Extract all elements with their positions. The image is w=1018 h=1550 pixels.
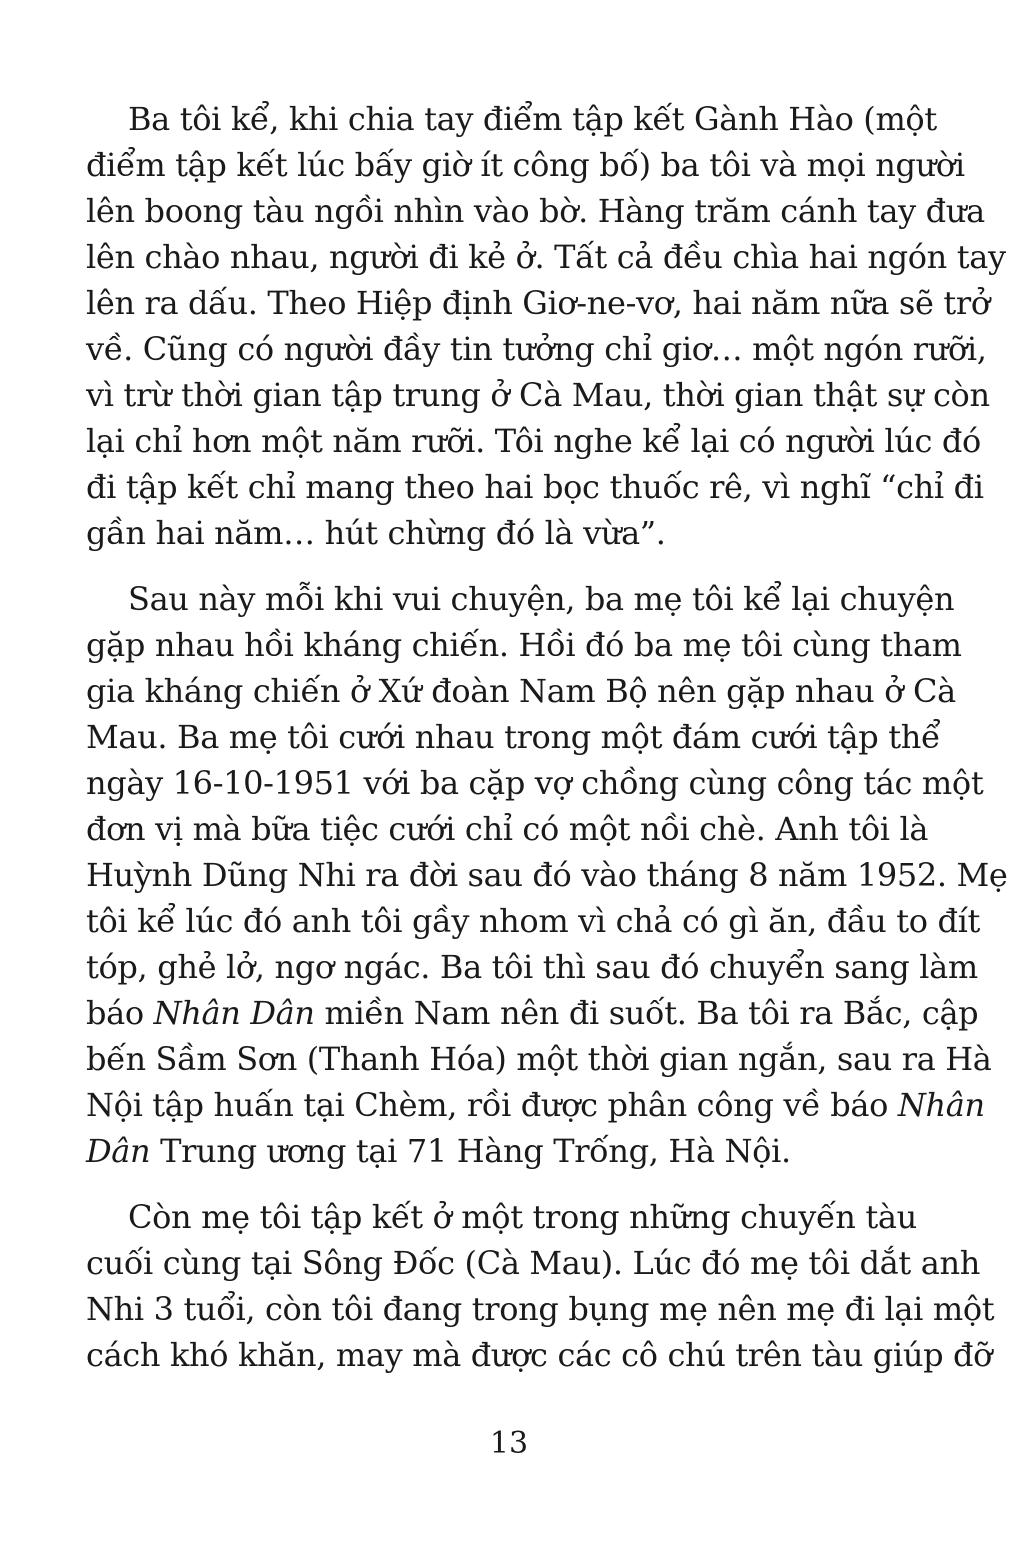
text-line: [86, 1332, 993, 1378]
text-run: Ba tôi kể, khi chia tay điểm tập kết Gành Hào (một: [128, 100, 937, 138]
text-line: [86, 1128, 908, 1174]
text-line: [86, 1082, 985, 1128]
text-run: lại chỉ hơn một năm rưỡi. Tôi nghe kể lại có người lúc đó: [86, 422, 981, 460]
text-line: [86, 418, 981, 464]
text-run: gặp nhau hồi kháng chiến. Hồi đó ba mẹ tôi cùng tham: [86, 626, 962, 664]
text-line: [86, 852, 1008, 898]
text-line: [86, 714, 941, 760]
text-line: [86, 806, 929, 852]
text-line: [86, 576, 955, 622]
text-run: lên chào nhau, người đi kẻ ở. Tất cả đều chìa hai ngón tay: [86, 238, 1006, 276]
text-line: [86, 188, 985, 234]
text-run: tôi kể lúc đó anh tôi gầy nhom vì chả có gì ăn, đầu to đít: [86, 902, 980, 940]
text-run: đi tập kết chỉ mang theo hai bọc thuốc rê, vì nghĩ “chỉ đi: [86, 468, 984, 506]
text-line: [86, 326, 987, 372]
text-line: [86, 622, 962, 668]
page-number: 13: [489, 1426, 529, 1461]
italic-text: Nhân: [897, 1086, 985, 1124]
text-line: [86, 944, 978, 990]
text-line: [86, 1240, 980, 1286]
text-run: gần hai năm… hút chừng đó là vừa”.: [86, 514, 666, 552]
text-line: [86, 510, 908, 556]
text-run: vì trừ thời gian tập trung ở Cà Mau, thời gian thật sự còn: [86, 376, 990, 414]
text-line: [86, 96, 937, 142]
italic-text: Dân: [86, 1132, 151, 1170]
text-run: điểm tập kết lúc bấy giờ ít công bố) ba tôi và mọi người: [86, 146, 965, 184]
text-run: báo: [86, 994, 154, 1032]
text-run: gia kháng chiến ở Xứ đoàn Nam Bộ nên gặp nhau ở Cà: [86, 672, 956, 710]
text-run: ngày 16-10-1951 với ba cặp vợ chồng cùng công tác một: [86, 764, 984, 802]
text-line: [86, 234, 1006, 280]
book-page: [86, 96, 1008, 1398]
body-text: [86, 96, 1008, 1378]
text-line: [86, 1036, 992, 1082]
text-run: bến Sầm Sơn (Thanh Hóa) một thời gian ngắn, sau ra Hà: [86, 1040, 992, 1078]
text-run: cuối cùng tại Sông Đốc (Cà Mau). Lúc đó mẹ tôi dắt anh: [86, 1244, 980, 1282]
paragraph: [86, 576, 1008, 1174]
text-run: lên ra dấu. Theo Hiệp định Giơ-ne-vơ, hai năm nữa sẽ trở: [86, 284, 990, 322]
text-line: [86, 372, 990, 418]
text-run: lên boong tàu ngồi nhìn vào bờ. Hàng trăm cánh tay đưa: [86, 192, 985, 230]
text-run: Trung ương tại 71 Hàng Trống, Hà Nội.: [150, 1132, 791, 1170]
text-line: [86, 142, 965, 188]
text-line: [86, 1286, 995, 1332]
text-run: miền Nam nên đi suốt. Ba tôi ra Bắc, cập: [314, 994, 979, 1032]
text-run: tóp, ghẻ lở, ngơ ngác. Ba tôi thì sau đó chuyển sang làm: [86, 948, 978, 986]
text-line: [86, 760, 984, 806]
text-run: về. Cũng có người đầy tin tưởng chỉ giơ… một ngón rưỡi,: [86, 330, 987, 368]
paragraph: [86, 96, 1006, 556]
text-run: Sau này mỗi khi vui chuyện, ba mẹ tôi kể lại chuyện: [128, 580, 955, 618]
text-run: đơn vị mà bữa tiệc cưới chỉ có một nồi chè. Anh tôi là: [86, 810, 929, 848]
text-run: Huỳnh Dũng Nhi ra đời sau đó vào tháng 8 năm 1952. Mẹ: [86, 856, 1008, 894]
text-line: [86, 668, 956, 714]
text-run: Còn mẹ tôi tập kết ở một trong những chuyến tàu: [128, 1198, 917, 1236]
paragraph: [86, 1194, 995, 1378]
text-run: Nội tập huấn tại Chèm, rồi được phân công về báo: [86, 1086, 898, 1124]
text-line: [86, 464, 984, 510]
text-line: [86, 1194, 917, 1240]
text-line: [86, 990, 979, 1036]
text-run: cách khó khăn, may mà được các cô chú trên tàu giúp đỡ: [86, 1336, 993, 1374]
italic-text: Nhân Dân: [153, 994, 315, 1032]
text-run: Nhi 3 tuổi, còn tôi đang trong bụng mẹ nên mẹ đi lại một: [86, 1290, 995, 1328]
text-line: [86, 898, 980, 944]
text-run: Mau. Ba mẹ tôi cưới nhau trong một đám cưới tập thể: [86, 718, 941, 756]
text-line: [86, 280, 990, 326]
